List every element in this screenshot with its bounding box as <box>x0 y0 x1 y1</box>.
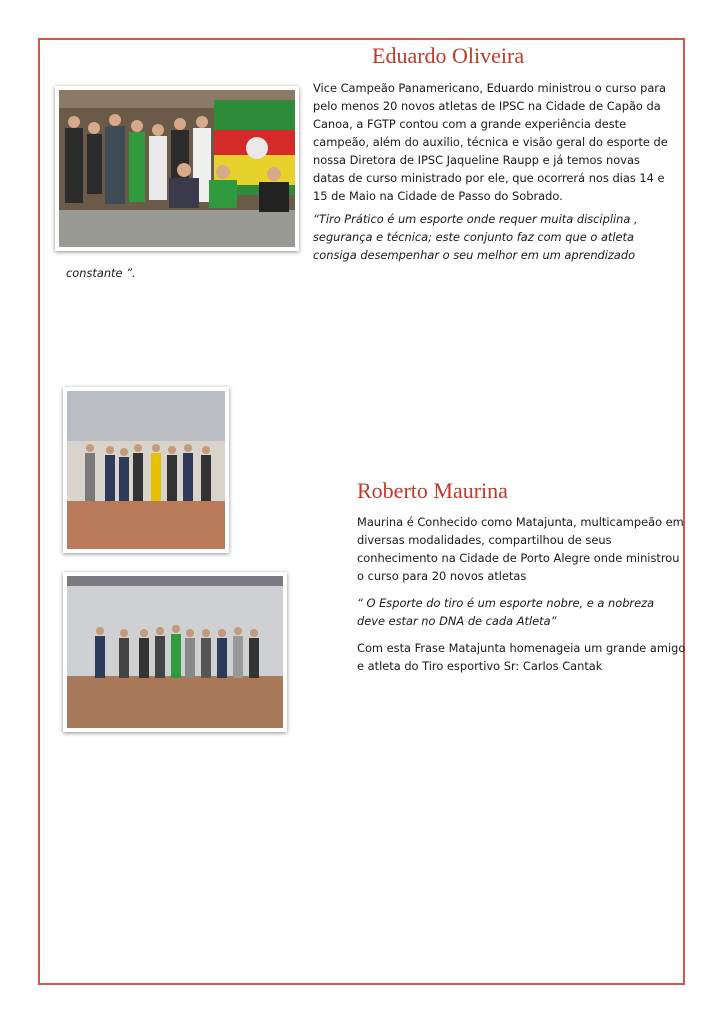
text-line: e atleta do Tiro esportivo Sr: Carlos Cantak <box>357 659 603 673</box>
group-photo-eduardo <box>55 86 299 251</box>
text-line: diversas modalidades, compartilhou de seus <box>357 533 612 547</box>
quote-line: “Tiro Prático é um esporte onde requer muita disciplina , <box>313 212 638 226</box>
text-line: 15 de Maio na Cidade de Passo do Sobrado. <box>313 189 563 203</box>
section1-quote-tail: constante ”. <box>66 266 136 280</box>
section1-quote <box>313 210 638 264</box>
section2-paragraph <box>357 513 684 585</box>
text-line: pelo menos 20 novos atletas de IPSC na Cidade de Capão da <box>313 99 661 113</box>
quote-line: consiga desempenhar o seu melhor em um aprendizado <box>313 248 636 262</box>
group-photo-maurina-1 <box>63 387 229 553</box>
section1-paragraph <box>313 79 668 205</box>
section2-closing <box>357 639 685 675</box>
quote-line: segurança e técnica; este conjunto faz com que o atleta <box>313 230 635 244</box>
text-line: Canoa, a FGTP contou com a grande experiência deste <box>313 117 627 131</box>
text-line: Com esta Frase Matajunta homenageia um grande amigo <box>357 641 686 655</box>
text-line: Maurina é Conhecido como Matajunta, multicampeão em <box>357 515 684 529</box>
text-line: campeão, além do auxilio, técnica e visão geral do esporte de <box>313 135 668 149</box>
text-line: nossa Diretora de IPSC Jaqueline Raupp e já temos novas <box>313 153 640 167</box>
quote-line: deve estar no DNA de cada Atleta” <box>357 614 557 628</box>
text-line: o curso para 20 novos atletas <box>357 569 527 583</box>
text-line: conhecimento na Cidade de Porto Alegre onde ministrou <box>357 551 680 565</box>
section2-title: Roberto Maurina <box>357 478 508 503</box>
section2-quote <box>357 594 654 630</box>
text-line: datas de curso ministrado por ele, que ocorrerá nos dias 14 e <box>313 171 665 185</box>
text-line: Vice Campeão Panamericano, Eduardo ministrou o curso para <box>313 81 666 95</box>
quote-line: “ O Esporte do tiro é um esporte nobre, e a nobreza <box>357 596 655 610</box>
group-photo-maurina-2 <box>63 572 287 732</box>
section1-title: Eduardo Oliveira <box>372 43 525 68</box>
